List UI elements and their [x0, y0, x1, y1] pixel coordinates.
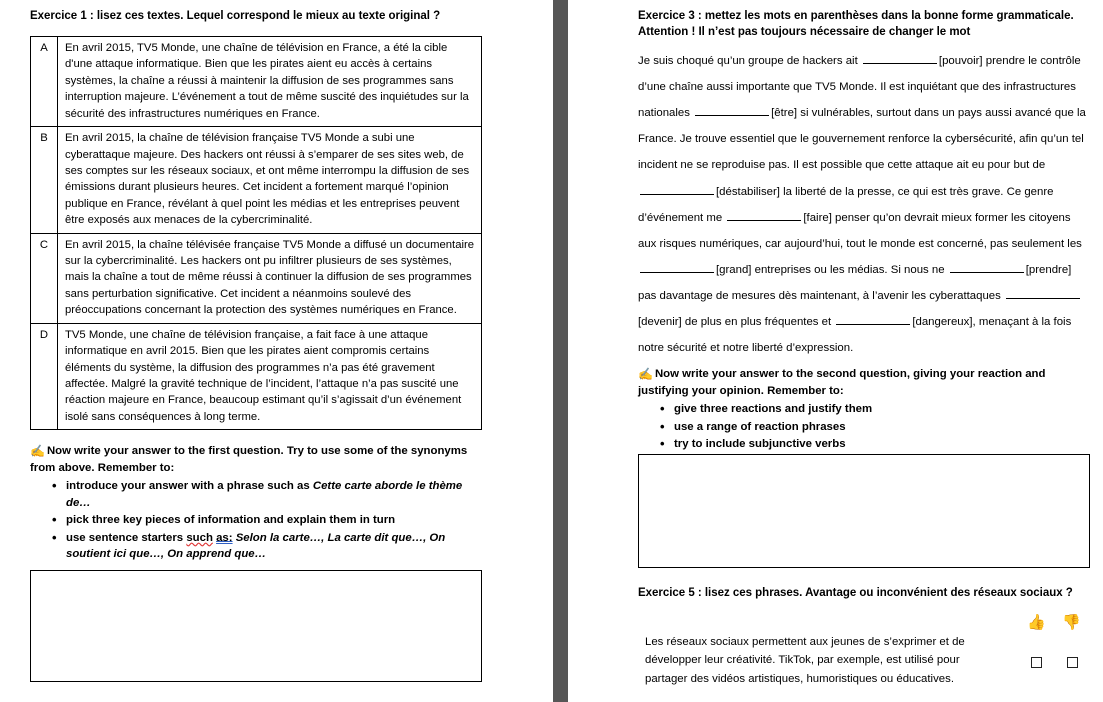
- gapfill-seg-4: penser qu’on devrait mieux former les citoyens aux risques numériques, car aujourd’hui, tout le monde est concerné, pas seulement les: [638, 211, 1082, 250]
- task-1-intro-line: [30, 443, 485, 476]
- list-item: • use a range of reaction phrases: [638, 419, 1093, 436]
- gapfill-seg-2: si vulnérables, surtout dans un pays aussi avancé que la France. Je trouve essentiel que le gouvernement renforce la cybersécurité, afin qu’un tel incident ne se reproduise pas. Il est possible que cette attaque ait eu pour but de: [638, 107, 1086, 172]
- task-1-bullet-list: [30, 478, 485, 563]
- exercise-5-sentence: Les réseaux sociaux permettent aux jeunes de s’exprimer et de développer leur créativité. TikTok, par exemple, est utilisé pour partager des vidéos artistiques, humoristiques ou éducatives.: [645, 636, 965, 685]
- list-item: [30, 512, 485, 529]
- gapfill-cue-8: [dangereux]: [912, 316, 973, 329]
- exercise-1-options-table: [30, 36, 482, 430]
- table-row[interactable]: [31, 323, 482, 430]
- bullet-3-starter-3: On soutient ici que…,: [66, 531, 446, 561]
- bullet-3-starter-1: Selon la carte…,: [232, 531, 325, 544]
- bullet-3-plain-1: use sentence starters: [66, 531, 187, 544]
- right-page-column: [568, 0, 1103, 702]
- task-1-instructions: [30, 443, 485, 563]
- gapfill-cue-3: [déstabiliser]: [716, 185, 780, 198]
- gapfill-blank-6[interactable]: [950, 261, 1024, 273]
- gapfill-seg-6: pas davantage de mesures dès maintenant, à l’avenir les cyberattaques: [638, 289, 1004, 302]
- bullet-1-plain: introduce your answer with a phrase such as: [66, 480, 313, 493]
- option-text-b: En avril 2015, la chaîne de télévision française TV5 Monde a subi une cyberattaque majeure. Des hackers ont réussi à s’emparer de ses sites web, de ses comptes sur les réseaux sociaux, et ont même interrompu la diffusion de ses émissions durant plusieurs heures. Cet incident a fortement marqué l’opinion publique en France, révélant à quel point les médias et les entreprises peuvent être exposés aux menaces de la cybercriminalité.: [58, 127, 482, 234]
- option-text-a: En avril 2015, TV5 Monde, une chaîne de télévision en France, a été la cible d'une attaque informatique. Bien que les pirates aient eu accès à certains systèmes, la chaîne a réussi à maintenir la diffusion de ses programmes sans interruption majeure. L’événement a tout de même suscité des inquiétudes sur la sécurité des infrastructures numériques en France.: [58, 37, 482, 127]
- list-item: [30, 478, 485, 511]
- gapfill-cue-2: [être]: [771, 107, 798, 120]
- table-row[interactable]: [31, 127, 482, 234]
- list-item: • give three reactions and justify them: [638, 401, 1093, 418]
- writing-hand-icon: ✍: [638, 367, 653, 381]
- gapfill-cue-5: [grand]: [716, 263, 752, 276]
- gapfill-blank-7[interactable]: [1006, 287, 1080, 299]
- exercise-5-advantage-checkbox[interactable]: [1031, 657, 1042, 668]
- answer-box-question-2[interactable]: [638, 454, 1090, 568]
- option-text-c: En avril 2015, la chaîne télévisée française TV5 Monde a diffusé un documentaire sur la cybercriminalité. Les hackers ont pu infiltrer plusieurs de ses systèmes, mais la chaîne a tout de même réussi à continuer la diffusion de ses programmes sans perturbation significative. Cet incident a néanmoins soulevé des préoccupations concernant la protection des systèmes numériques en France.: [58, 233, 482, 323]
- gapfill-seg-0: Je suis choqué qu’un groupe de hackers ait: [638, 55, 861, 67]
- option-letter-b: B: [31, 127, 58, 234]
- option-letter-d: D: [31, 323, 58, 430]
- exercise-3-gapfill-paragraph: [638, 48, 1090, 361]
- gapfill-cue-1: [pouvoir]: [938, 55, 983, 67]
- task-2-instructions: [638, 366, 1093, 453]
- gapfill-blank-3[interactable]: [640, 183, 714, 195]
- bullet-1-example: Cette carte aborde le thème de…: [66, 480, 463, 509]
- gapfill-cue-4: [faire]: [803, 211, 832, 224]
- option-letter-c: C: [31, 233, 58, 323]
- gapfill-seg-3: la liberté de la presse, ce qui est très grave. Ce genre d’événement me: [638, 185, 1054, 224]
- exercise-1-heading: Exercice 1 : lisez ces textes. Lequel correspond le mieux au texte original ?: [30, 10, 441, 22]
- gapfill-cue-6: [prendre]: [1025, 263, 1072, 276]
- exercise-3-heading: [638, 8, 1093, 41]
- writing-hand-icon: ✍: [30, 444, 45, 458]
- gapfill-blank-8[interactable]: [836, 313, 910, 325]
- thumbs-up-icon: 👍: [1027, 614, 1046, 631]
- list-item: [30, 530, 485, 563]
- answer-box-question-1[interactable]: [30, 570, 482, 682]
- option-letter-a: A: [31, 37, 58, 127]
- bullet-3-starter-4: On apprend que…: [164, 548, 266, 561]
- bullet-3-starter-2: La carte dit que…,: [324, 531, 427, 544]
- table-row[interactable]: [31, 37, 482, 127]
- exercise-5-heading: Exercice 5 : lisez ces phrases. Avantage ou inconvénient des réseaux sociaux ?: [638, 587, 1073, 599]
- gapfill-blank-2[interactable]: [695, 104, 769, 116]
- task-2-bullet-list: [638, 401, 1093, 453]
- gapfill-seg-7: de plus en plus fréquentes et: [681, 316, 835, 329]
- exercise-3-heading-line-2: Attention ! Il n’est pas toujours nécessaire de changer le mot: [638, 26, 971, 39]
- task-1-intro-text: Now write your answer to the first question. Try to use some of the synonyms from above. Remember to:: [30, 445, 468, 474]
- gapfill-blank-5[interactable]: [640, 261, 714, 273]
- option-text-d: TV5 Monde, une chaîne de télévision française, a fait face à une attaque informatique en avril 2015. Bien que les pirates aient compromis certains éléments du système, la diffusion des programmes n’a pas été gravement affectée. Malgré la gravité technique de l’incident, l’attaque n’a pas suscité une réaction majeure en France, beaucoup estimant qu’il s’agissait d’un événement isolé sans conséquences à long terme.: [58, 323, 482, 430]
- thumbs-down-icon: 👎: [1062, 614, 1081, 631]
- exercise-3-heading-line-1: Exercice 3 : mettez les mots en parenthèses dans la bonne forme grammaticale.: [638, 10, 1074, 22]
- gapfill-seg-5: entreprises ou les médias. Si nous ne: [751, 263, 948, 276]
- task-2-intro-line: [638, 366, 1093, 399]
- table-row[interactable]: [31, 233, 482, 323]
- page-divider: [553, 0, 568, 702]
- task-2-intro-text: Now write your answer to the second question, giving your reaction and justifying your opinion. Remember to:: [638, 368, 1046, 397]
- gapfill-cue-7: [devenir]: [638, 316, 682, 329]
- gapfill-blank-1[interactable]: [863, 52, 937, 64]
- list-item: • try to include subjunctive verbs: [638, 436, 1093, 453]
- bullet-2-text: pick three key pieces of information and explain them in turn: [66, 514, 396, 527]
- spellcheck-flagged-word: such: [186, 531, 213, 544]
- grammarcheck-flagged-word: as:: [216, 531, 233, 544]
- gapfill-seg-1: prendre le contrôle d’une chaîne aussi importante que TV5 Monde. Il est inquiétant que des infrastructures nationales: [638, 55, 1081, 120]
- exercise-5-disadvantage-checkbox[interactable]: [1067, 657, 1078, 668]
- gapfill-blank-4[interactable]: [727, 209, 801, 221]
- gapfill-seg-8: , menaçant à la fois notre sécurité et notre liberté d’expression.: [638, 316, 1072, 355]
